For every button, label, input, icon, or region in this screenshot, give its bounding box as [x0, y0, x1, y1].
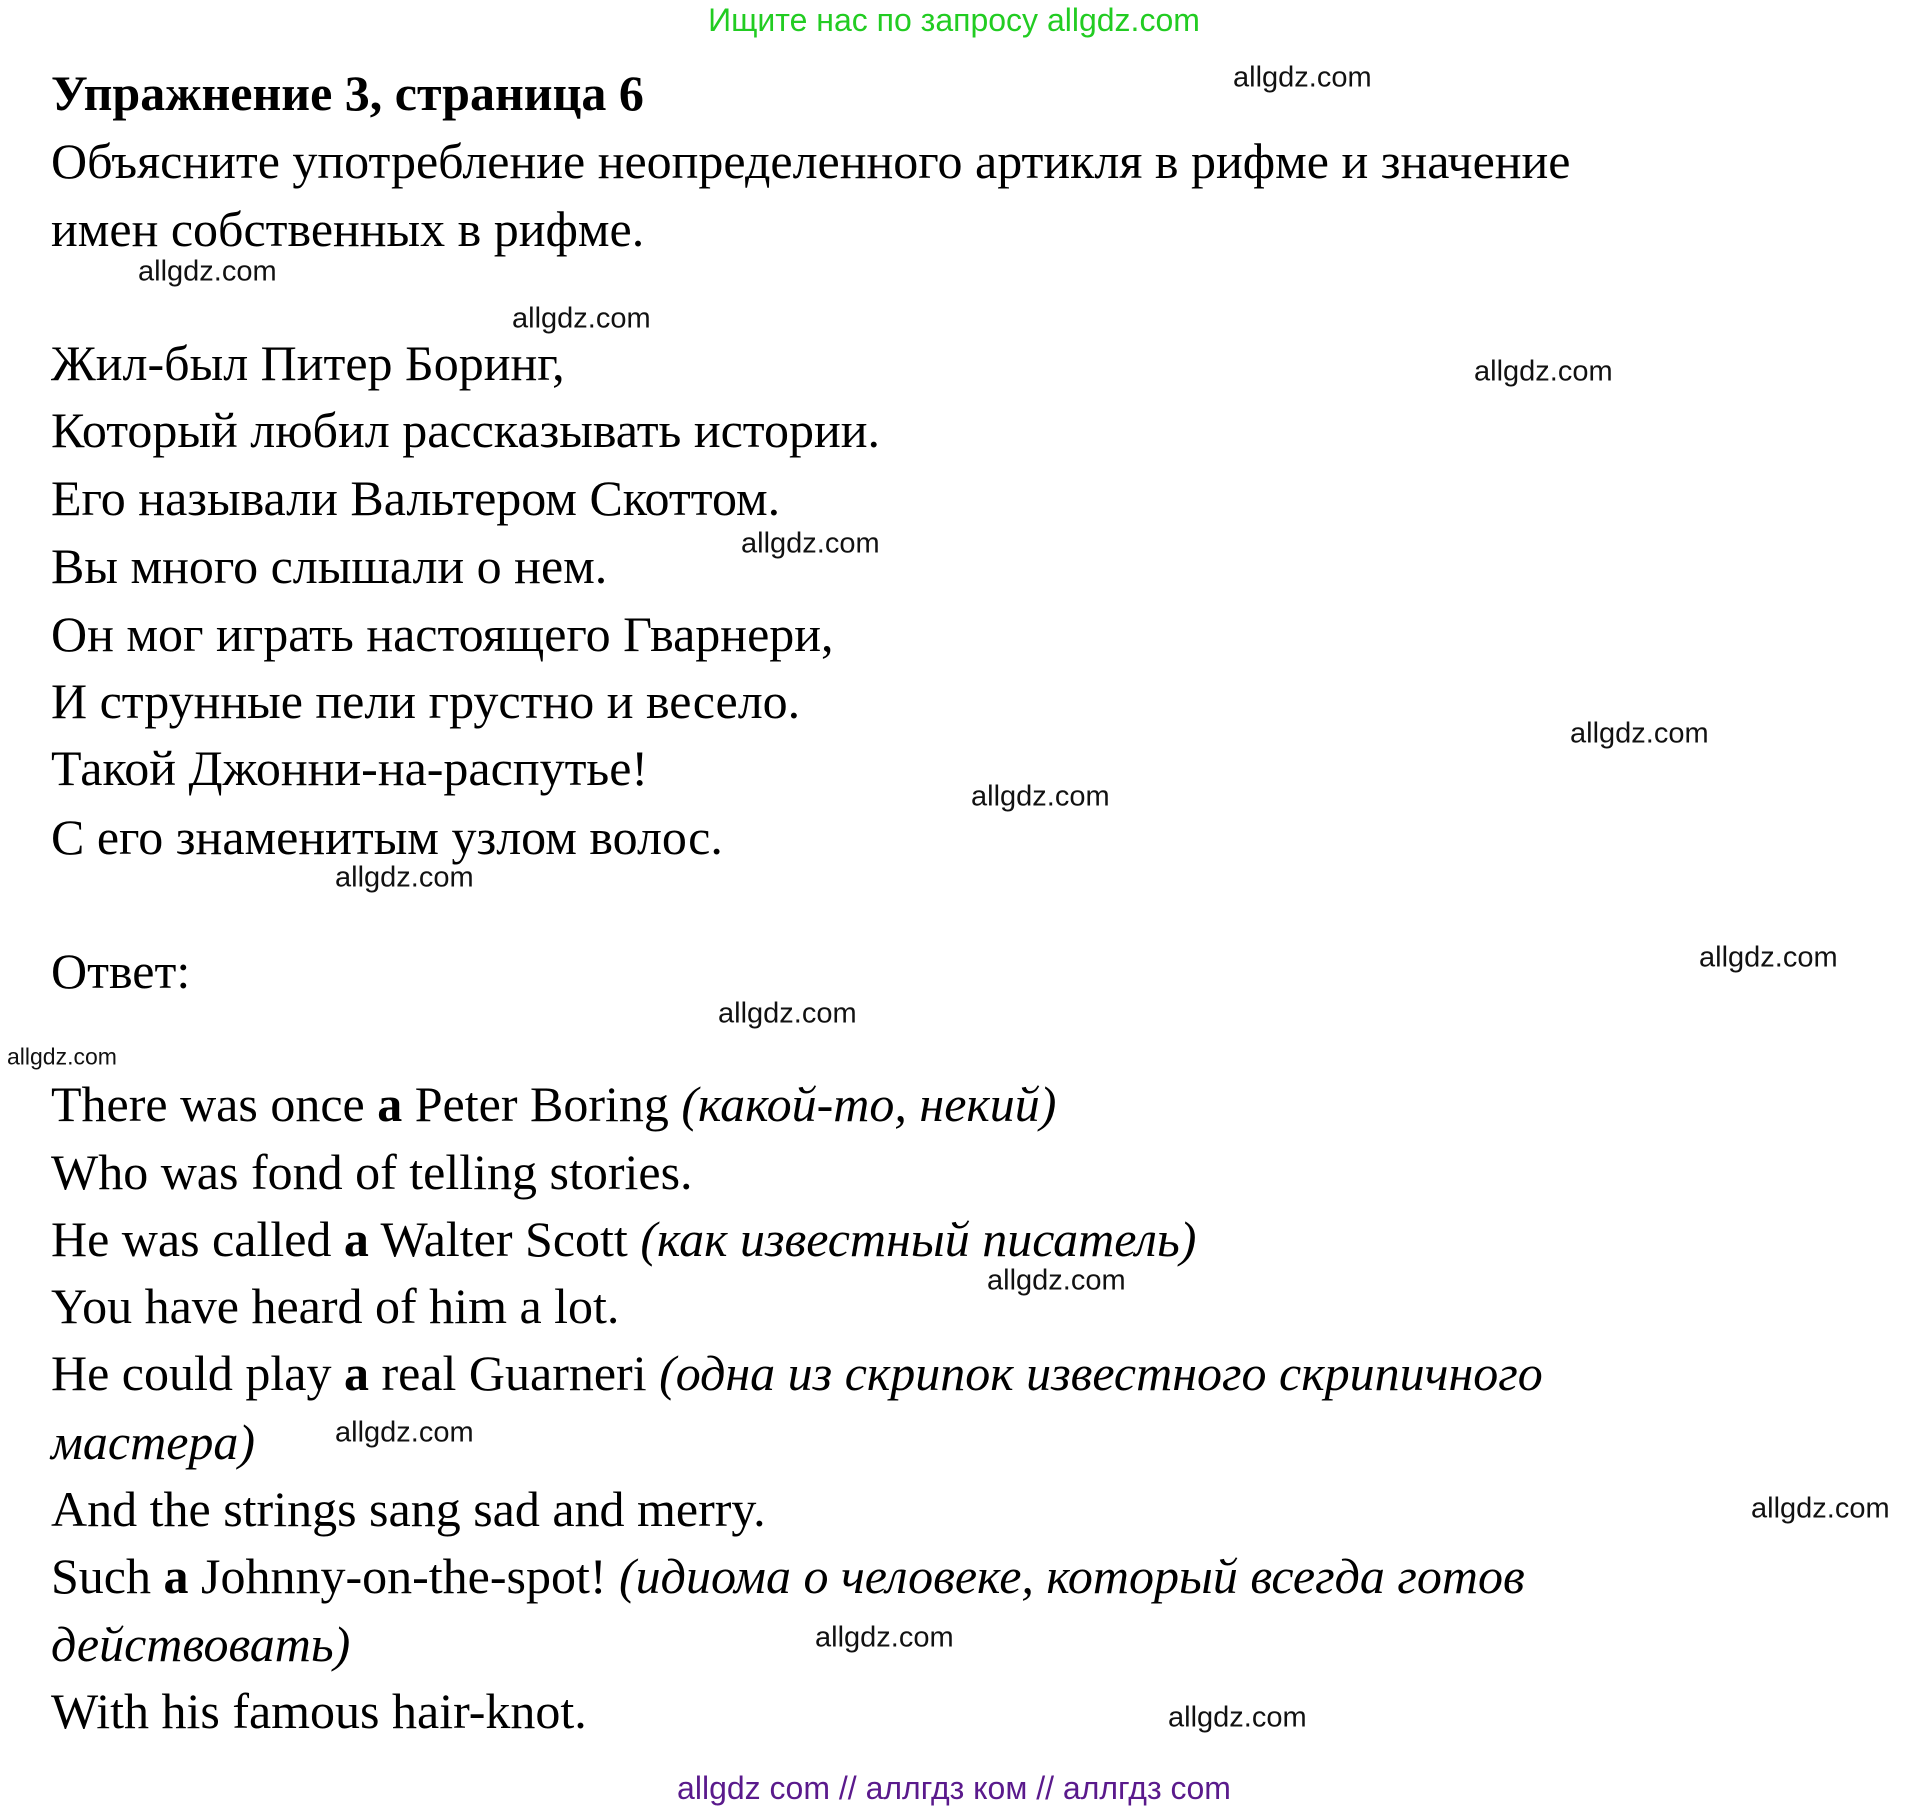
- poem-line: С его знаменитым узлом волос.: [51, 809, 723, 865]
- answer-line: [51, 1481, 766, 1537]
- answer-post: Peter Boring: [402, 1076, 682, 1132]
- poem-line: Жил-был Питер Боринг,: [51, 335, 565, 391]
- watermark: allgdz.com: [815, 1621, 954, 1654]
- poem-line: Он мог играть настоящего Гварнери,: [51, 606, 834, 662]
- footer-links: allgdz com // аллгдз ком // аллгдз com: [677, 1770, 1231, 1806]
- answer-pre: He could play: [51, 1345, 344, 1401]
- watermark: allgdz.com: [1168, 1701, 1307, 1734]
- answer-post: Johnny-on-the-spot!: [188, 1548, 619, 1604]
- poem-line: Который любил рассказывать истории.: [51, 402, 881, 458]
- watermark: allgdz.com: [335, 861, 474, 894]
- poem-line: И струнные пели грустно и весело.: [51, 673, 801, 729]
- page-title: Упражнение 3, страница 6: [51, 65, 644, 121]
- watermark: allgdz.com: [1751, 1492, 1890, 1525]
- answer-bold: a: [377, 1076, 403, 1132]
- answer-pre: And the strings sang sad and merry.: [51, 1481, 766, 1537]
- answer-bold: a: [343, 1345, 369, 1401]
- answer-bold: a: [343, 1211, 369, 1267]
- answer-line: [51, 1144, 693, 1200]
- answer-italic: (как известный писатель): [640, 1211, 1197, 1267]
- answer-line: [51, 1683, 587, 1739]
- answer-line: [51, 1278, 620, 1334]
- answer-pre: There was once: [51, 1076, 378, 1132]
- answer-line: [51, 1211, 1197, 1267]
- watermark: allgdz.com: [138, 255, 277, 288]
- answer-line: [51, 1345, 1543, 1401]
- search-banner: Ищите нас по запросу allgdz.com: [708, 2, 1200, 38]
- watermark: allgdz.com: [7, 1043, 117, 1070]
- task-line: Объясните употребление неопределенного артикля в рифме и значение: [51, 133, 1571, 189]
- watermark: allgdz.com: [1699, 941, 1838, 974]
- answer-pre: Who was fond of telling stories.: [51, 1144, 693, 1200]
- answer-italic: (одна из скрипок известного скрипичного: [659, 1345, 1543, 1401]
- watermark: allgdz.com: [335, 1416, 474, 1449]
- watermark: allgdz.com: [971, 780, 1110, 813]
- answer-line: [51, 1076, 1057, 1132]
- poem-line: Вы много слышали о нем.: [51, 538, 608, 594]
- watermark: allgdz.com: [512, 302, 651, 335]
- task-line: имен собственных в рифме.: [51, 201, 645, 257]
- answer-italic: мастера): [51, 1414, 256, 1470]
- watermark: allgdz.com: [1474, 355, 1613, 388]
- watermark: allgdz.com: [1570, 717, 1709, 750]
- watermark: allgdz.com: [741, 527, 880, 560]
- answer-line: [51, 1616, 351, 1672]
- answer-pre: You have heard of him a lot.: [51, 1278, 620, 1334]
- answer-pre: With his famous hair-knot.: [51, 1683, 587, 1739]
- answer-label: Ответ:: [51, 943, 191, 999]
- answer-bold: a: [163, 1548, 189, 1604]
- answer-post: real Guarneri: [368, 1345, 660, 1401]
- answer-pre: Such: [51, 1548, 164, 1604]
- answer-italic: действовать): [51, 1616, 351, 1672]
- answer-italic: (идиома о человеке, который всегда готов: [619, 1548, 1525, 1604]
- watermark: allgdz.com: [718, 997, 857, 1030]
- answer-line: [51, 1414, 256, 1470]
- answer-pre: He was called: [51, 1211, 344, 1267]
- watermark: allgdz.com: [1233, 61, 1372, 94]
- poem-line: Его называли Вальтером Скоттом.: [51, 470, 781, 526]
- answer-line: [51, 1548, 1525, 1604]
- answer-italic: (какой-то, некий): [681, 1076, 1057, 1132]
- watermark: allgdz.com: [987, 1264, 1126, 1297]
- answer-post: Walter Scott: [368, 1211, 641, 1267]
- poem-line: Такой Джонни-на-распутье!: [51, 740, 649, 796]
